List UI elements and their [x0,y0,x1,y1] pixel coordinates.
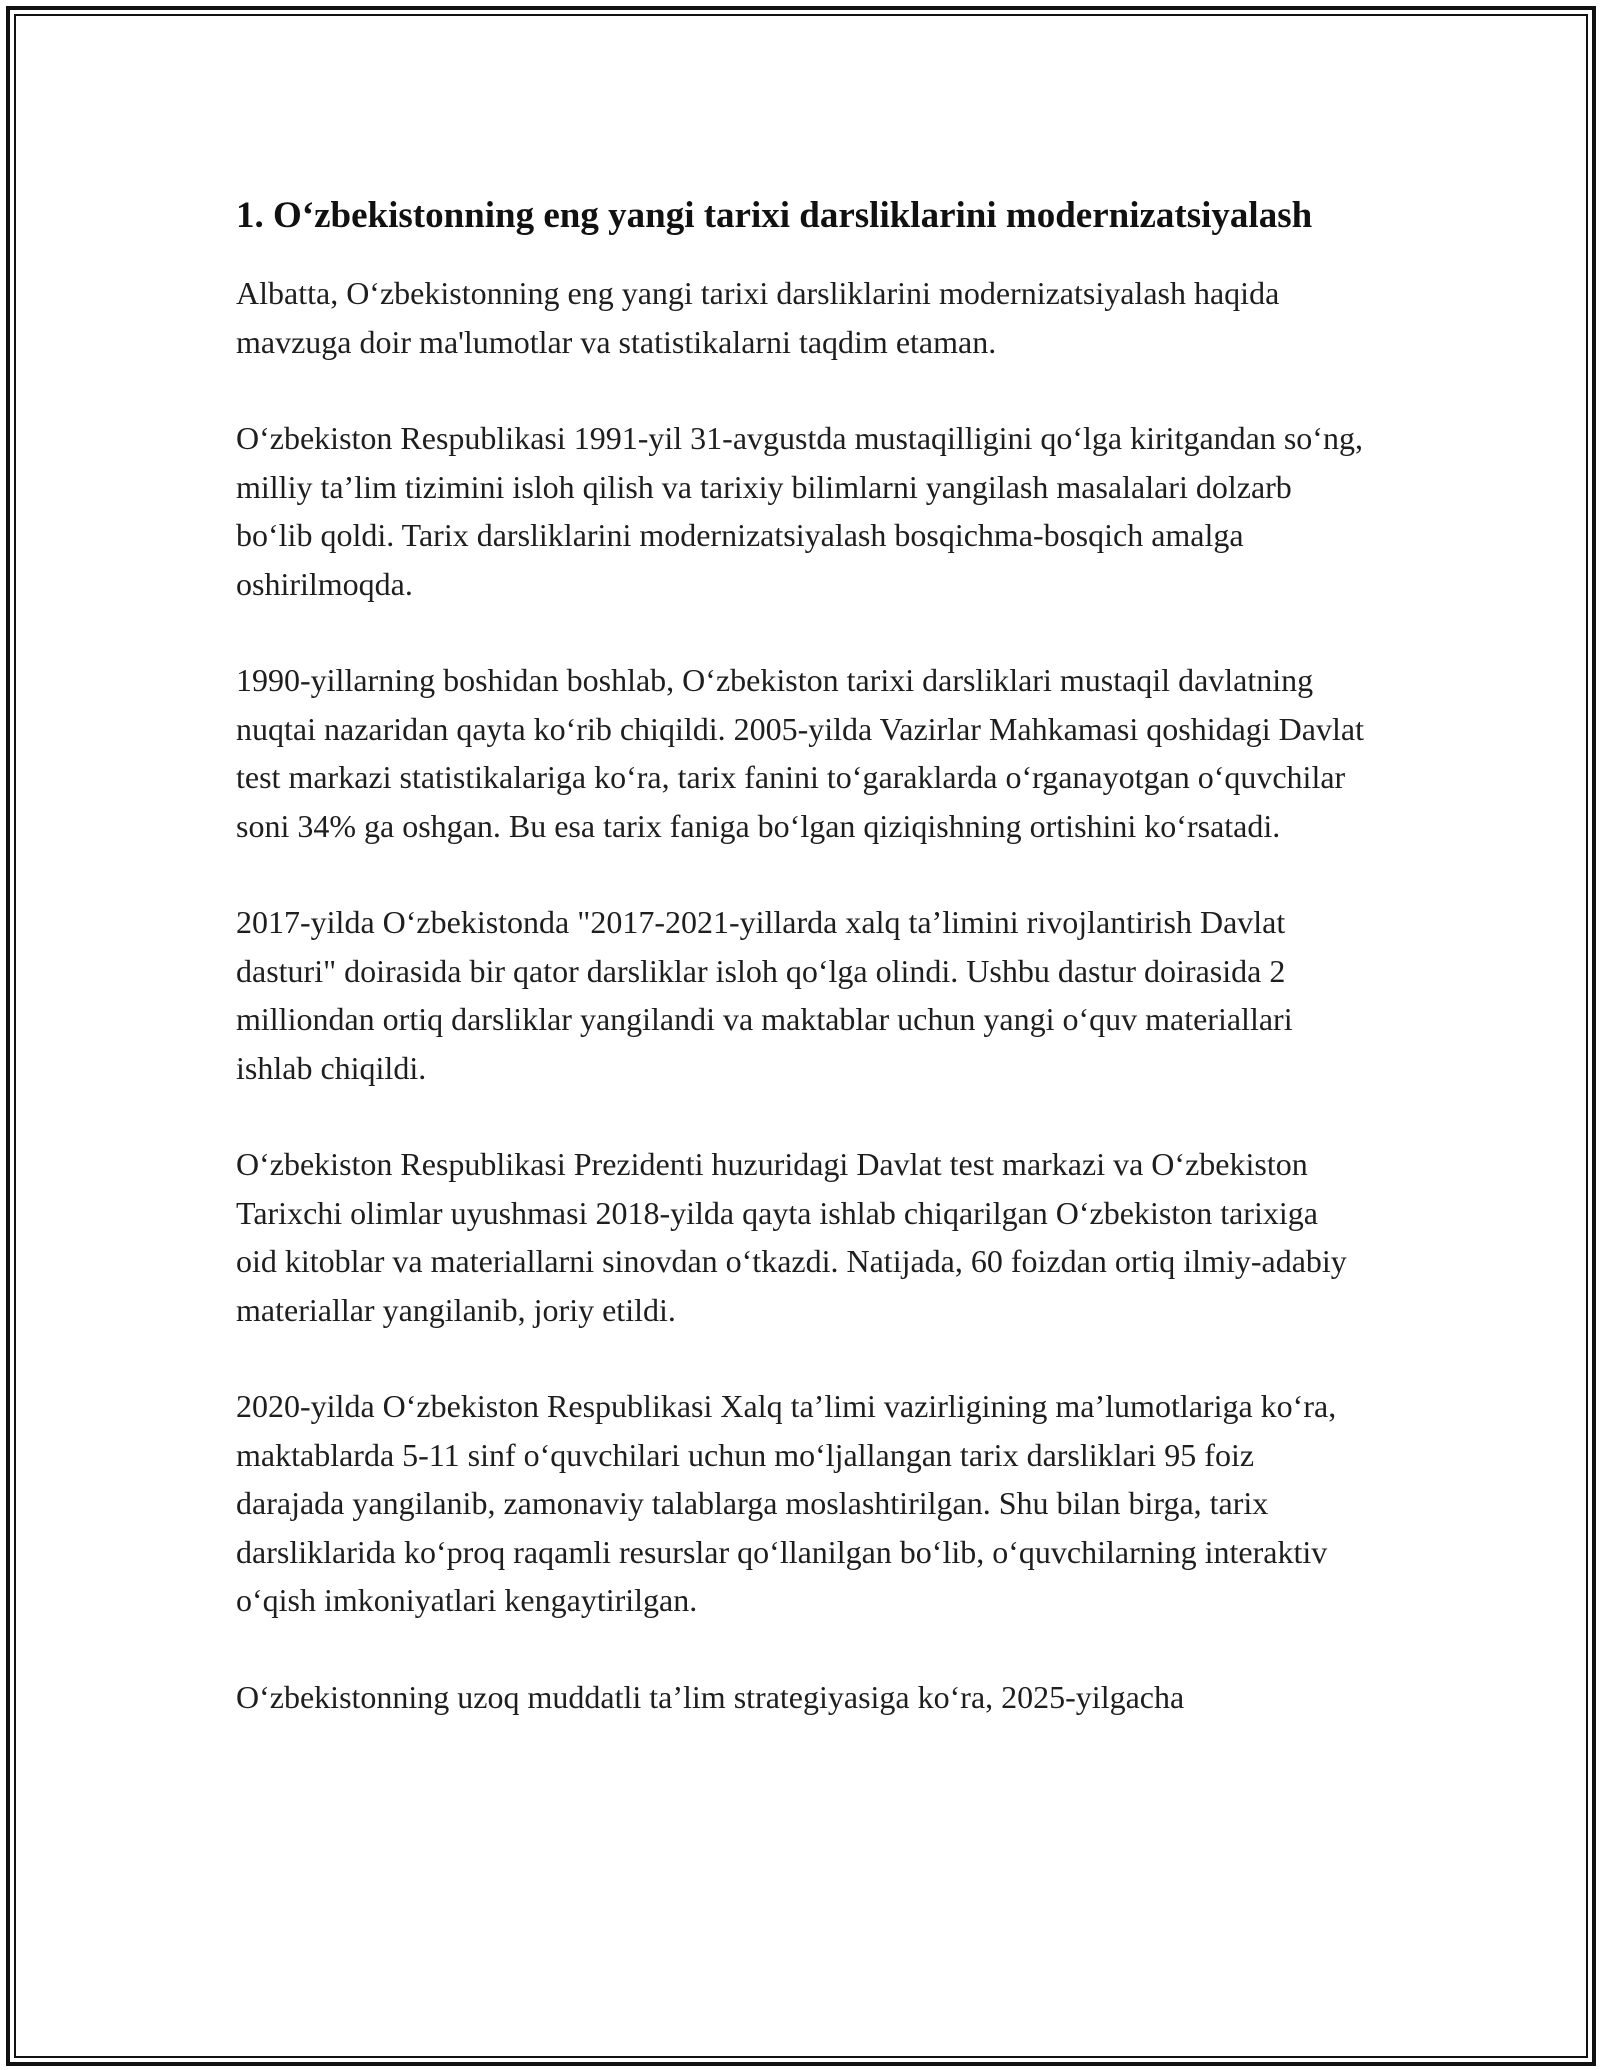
paragraph-2017: 2017-yilda O‘zbekistonda "2017-2021-yillarda xalq ta’limini rivojlantirish Davlat dasturi" doirasida bir qator darsliklar isloh qo‘lga olindi. Ushbu dastur doirasida 2 milliondan ortiq darsliklar yangilandi va maktablar uchun yangi o‘quv materiallari ishlab chiqildi. [236,904,1293,1086]
paragraph-1990s: 1990-yillarning boshidan boshlab, O‘zbekiston tarixi darsliklari mustaqil davlatning nuqtai nazaridan qayta ko‘rib chiqildi. 2005-yilda Vazirlar Mahkamasi qoshidagi Davlat test markazi statistikalariga ko‘ra, tarix fanini to‘garaklarda o‘rganayotgan o‘quvchilar soni 34% ga oshgan. Bu esa tarix faniga bo‘lgan qiziqishning ortishini ko‘rsatadi. [236,662,1364,844]
paragraph-independence: O‘zbekiston Respublikasi 1991-yil 31-avgustda mustaqilligini qo‘lga kiritgandan so‘ng, milliy ta’lim tizimini isloh qilish va tarixiy bilimlarni yangilash masalalari dolzarb bo‘lib qoldi. Tarix darsliklarini modernizatsiyalash bosqichma-bosqich amalga oshirilmoqda. [236,420,1363,602]
document-body [236,188,1366,1769]
paragraph-2018: O‘zbekiston Respublikasi Prezidenti huzuridagi Davlat test markazi va O‘zbekiston Tarixchi olimlar uyushmasi 2018-yilda qayta ishlab chiqarilgan O‘zbekiston tarixiga oid kitoblar va materiallarni sinovdan o‘tkazdi. Natijada, 60 foizdan ortiq ilmiy-adabiy materiallar yangilanib, joriy etildi. [236,1146,1347,1328]
paragraph-strategy: O‘zbekistonning uzoq muddatli ta’lim strategiyasiga ko‘ra, 2025-yilgacha [236,1678,1185,1715]
paragraph-2020: 2020-yilda O‘zbekiston Respublikasi Xalq ta’limi vazirligining ma’lumotlariga ko‘ra, maktablarda 5-11 sinf o‘quvchilari uchun mo‘ljallangan tarix darsliklari 95 foiz darajada yangilanib, zamonaviy talablarga moslashtirilgan. Shu bilan birga, tarix darsliklarida ko‘proq raqamli resurslar qo‘llanilgan bo‘lib, o‘quvchilarning interaktiv o‘qish imkoniyatlari kengaytirilgan. [236,1388,1337,1618]
document-title: 1. O‘zbekistonning eng yangi tarixi darsliklarini modernizatsiyalash [236,195,1313,236]
paragraph-intro: Albatta, O‘zbekistonning eng yangi tarixi darsliklarini modernizatsiyalash haqida mavzuga doir ma'lumotlar va statistikalarni taqdim etaman. [236,275,1280,360]
